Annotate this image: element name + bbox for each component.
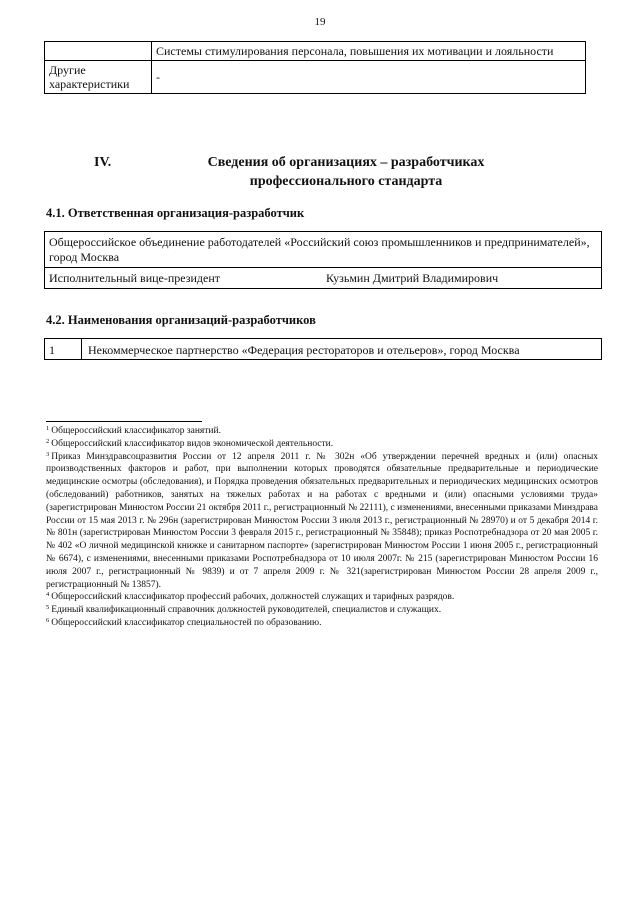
characteristics-table <box>44 41 586 94</box>
footnote-separator <box>46 421 202 422</box>
section-heading <box>60 153 580 191</box>
footnote: $^4$ Общероссийский классификатор профессий рабочих, должностей служащих и тарифных разрядов. <box>46 591 455 603</box>
signatory-name: Кузьмин Дмитрий Владимирович <box>326 271 499 285</box>
table-cell-empty <box>45 42 152 61</box>
column-divider <box>81 339 82 359</box>
footnote: $^3$ Приказ Минздравсоцразвития России от 12 апреля 2011 г. № 302н «Об утверждении перечней вредных и (или) опасных производственных факторов и работ, при выполнении которых проводятся обязательные предварительные и периодические медицинские осмотры (обследования), и Порядка проведения обязательных предварительных и периодических медицинских осмотров (обследований) работников, занятых на тяжелых работах и на работах с вредными и (или) опасными условиями труда» (зарегистрирован Минюстом России 21 октября 2011 г., регистрационный № 22111), с изменениями, внесенными приказами Минздрава России от 15 мая 2013 г. № 296н (зарегистрирован Минюстом России 3 июля 2013 г., регистрационный № 28970) и от 5 декабря 2014 г. № 801н (зарегистрирован Минюстом России 3 февраля 2015 г., регистрационный № 35848); приказ Роспотребнадзора от 20 мая 2005 г. № 402 «О личной медицинской книжке и санитарном паспорте» (зарегистрирован Минюстом России 1 июня 2005 г., регистрационный № 6674), с изменениями, внесенными приказами Роспотребнадзора от 10 июля 2007г. № 215 (зарегистрирован Минюстом России 16 июля 2007 г., регистрационный № 9839) и от 7 апреля 2009 г. № 321(зарегистрирован Минюстом России 28 апреля 2009 г., регистрационный № 13857). <box>46 450 598 590</box>
list-item-number: 1 <box>49 343 55 357</box>
section-number: IV. <box>94 155 112 170</box>
footnote: $^1$ Общероссийский классификатор занятий. <box>46 425 221 436</box>
responsible-organization-box <box>44 231 602 289</box>
footnote: $^6$ Общероссийский классификатор специальностей по образованию. <box>46 616 322 628</box>
table-cell-text: Системы стимулирования персонала, повышения их мотивации и лояльности <box>152 42 586 61</box>
signatory-row <box>45 268 601 288</box>
footnote: $^5$ Единый квалификационный справочник должностей руководителей, специалистов и служащих. <box>46 604 442 616</box>
list-item: Некоммерческое партнерство «Федерация рестораторов и отельеров», город Москва <box>88 343 520 357</box>
footnote: $^2$ Общероссийский классификатор видов экономической деятельности. <box>46 437 334 449</box>
subsection-heading-4-1: 4.1. Ответственная организация-разработчик <box>46 206 305 220</box>
table-cell-value: - <box>152 61 586 94</box>
table-row <box>45 61 586 94</box>
organization-name: Общероссийское объединение работодателей «Российский союз промышленников и предпринимателей», город Москва <box>45 232 601 268</box>
footnotes <box>46 425 598 630</box>
table-cell-label: Другие характеристики <box>45 61 152 94</box>
table-row <box>45 42 586 61</box>
page-number: 19 <box>314 16 326 28</box>
developer-organizations-list <box>44 338 602 360</box>
signatory-position: Исполнительный вице-президент <box>49 271 221 285</box>
subsection-heading-4-2: 4.2. Наименования организаций-разработчиков <box>46 313 316 327</box>
section-title: Сведения об организациях – разработчиках профессионального стандарта <box>207 155 485 189</box>
